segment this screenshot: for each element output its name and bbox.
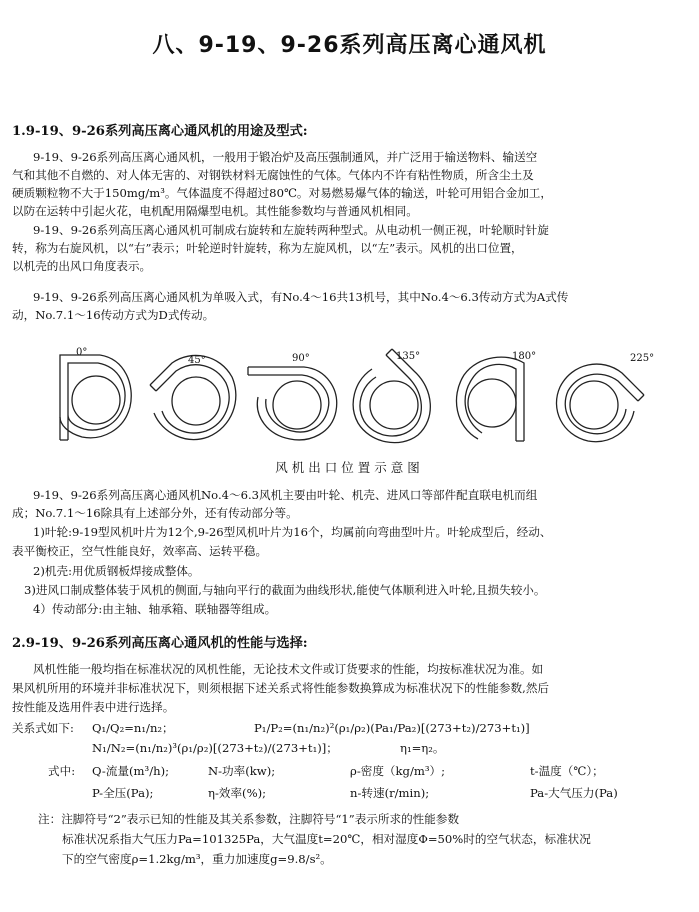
note-line: 注：注脚符号“2”表示已知的性能及其关系参数，注脚符号“1”表示所求的性能参数 — [38, 812, 460, 826]
para-line: 动，No.7.1～16传动方式为D式传动。 — [12, 308, 215, 322]
para-line: 4）传动部分:由主轴、轴承箱、联轴器等组成。 — [33, 602, 277, 616]
para-line: 以机壳的出风口角度表示。 — [12, 259, 152, 273]
formula-pressure: P₁/P₂=(n₁/n₂)²(ρ₁/ρ₂)(Pa₁/Pa₂)[(273+t₂)/273+t₁)] — [254, 721, 530, 735]
relation-label: 关系式如下: — [12, 721, 74, 735]
para-line: 气和其他不自燃的、对人体无害的、对钢铁材料无腐蚀性的气体。气体内不许有粘性物质，所含尘土及 — [12, 168, 534, 182]
fan-outlet-figure — [40, 345, 660, 455]
para-line: 9-19、9-26系列高压离心通风机为单吸入式，有No.4～16共13机号，其中No.4～6.3传动方式为A式传 — [33, 290, 569, 304]
para-line: 风机性能一般均指在标准状况的风机性能，无论技术文件或订货要求的性能，均按标准状况为准。如 — [33, 662, 544, 676]
page-title: 八、9-19、9-26系列高压离心通风机 — [152, 33, 547, 58]
para-line: 9-19、9-26系列高压离心通风机，一般用于锻冶炉及高压强制通风，并广泛用于输送物料、输送空 — [33, 150, 538, 164]
para-line: 成；No.7.1～16除具有上述部分外，还有传动部分等。 — [12, 506, 298, 520]
section-2-heading: 2.9-19、9-26系列高压离心通风机的性能与选择: — [12, 636, 308, 651]
note-line: 下的空气密度ρ=1.2kg/m³，重力加速度g=9.8/s²。 — [62, 852, 332, 866]
var-def: η-效率(%); — [208, 786, 267, 800]
para-line: 转，称为右旋风机，以“右”表示；叶轮逆时针旋转，称为左旋风机，以“左”表示。风机的出口位置， — [12, 241, 523, 255]
para-line: 按性能及选用件表中进行选择。 — [12, 700, 175, 714]
para-line: 3)进风口制成整体装于风机的侧面,与轴向平行的截面为曲线形状,能使气体顺利进入叶轮,且损失较小。 — [24, 583, 546, 597]
fan-outlet-0-diagram — [40, 345, 140, 445]
var-def: t-温度（℃）； — [530, 764, 604, 778]
angle-label: 90° — [292, 353, 310, 364]
var-def: P-全压(Pa); — [92, 786, 154, 800]
formula-power: N₁/N₂=(n₁/n₂)³(ρ₁/ρ₂)[(273+t₂)/(273+t₁)]； — [92, 741, 338, 755]
angle-label: 0° — [76, 347, 88, 358]
angle-label: 225° — [630, 353, 655, 364]
where-label: 式中: — [48, 764, 76, 778]
formula-efficiency: η₁=η₂。 — [400, 741, 445, 755]
para-line: 9-19、9-26系列高压离心通风机可制成右旋转和左旋转两种型式。从电动机一侧正视，叶轮顺时针旋 — [33, 223, 549, 237]
para-line: 硬质颗粒物不大于150mg/m³。气体温度不得超过80℃。对易燃易爆气体的输送，叶轮可用铝合金加工， — [12, 186, 552, 200]
var-def: Q-流量(m³/h); — [92, 764, 170, 778]
para-line: 1)叶轮:9-19型风机叶片为12个,9-26型风机叶片为16个，均属前向弯曲型叶片。叶轮成型后，经动、 — [33, 525, 552, 539]
para-line: 2)机壳:用优质钢板焊接成整体。 — [33, 564, 200, 578]
var-def: n-转速(r/min); — [350, 786, 430, 800]
angle-label: 45° — [188, 355, 206, 366]
para-line: 9-19、9-26系列高压离心通风机No.4～6.3风机主要由叶轮、机壳、进风口等部件配直联电机而组 — [33, 488, 538, 502]
angle-label: 180° — [512, 351, 537, 362]
var-def: N-功率(kw); — [208, 764, 276, 778]
var-def: ρ-密度（kg/m³）; — [350, 764, 446, 778]
para-line: 果风机所用的环境并非标准状况下，则须根据下述关系式将性能参数换算成为标准状况下的性能参数,然后 — [12, 681, 550, 695]
var-def: Pa-大气压力(Pa) — [530, 786, 618, 800]
angle-label: 135° — [396, 351, 421, 362]
para-line: 表平衡校正，空气性能良好，效率高、运转平稳。 — [12, 544, 268, 558]
figure-caption: 风机出口位置示意图 — [275, 460, 424, 475]
note-line: 标准状况系指大气压力Pa=101325Pa，大气温度t=20℃，相对湿度Φ=50%时的空气状态，标准状况 — [62, 832, 591, 846]
section-1-heading: 1.9-19、9-26系列高压离心通风机的用途及型式: — [12, 124, 308, 139]
para-line: 以防在运转中引起火花，电机配用隔爆型电机。其性能参数均与普通风机相同。 — [12, 204, 418, 218]
formula-flow: Q₁/Q₂=n₁/n₂； — [92, 721, 174, 735]
